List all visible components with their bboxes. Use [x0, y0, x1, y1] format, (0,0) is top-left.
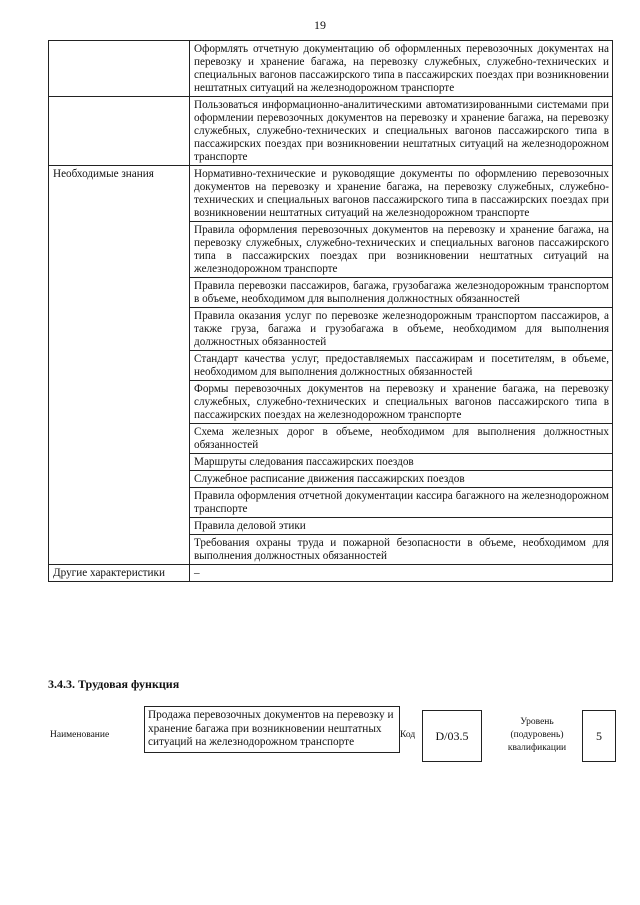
table-row	[49, 565, 613, 582]
qualification-level-value: 5	[582, 710, 616, 762]
knowledge-item: Стандарт качества услуг, предоставляемых пассажирам и посетителям, в объеме, необходимом для выполнения должностных обязанностей	[190, 351, 613, 381]
skill-item: Оформлять отчетную документацию об оформленных перевозочных документах на перевозку и хранение багажа, на перевозку служебных, служебно-технических и специальных вагонов пассажирского типа в пассажирских поездах при возникновении нештатных ситуаций на железнодорожном транспорте	[190, 41, 613, 97]
page-number: 19	[314, 18, 326, 32]
skill-item: Пользоваться информационно-аналитическими автоматизированными системами при оформлении перевозочных документов на перевозку и хранение багажа, на перевозку служебных, служебно-технических и специальных вагонов пассажирского типа в пассажирских поездах при возникновении нештатных ситуаций на железнодорожном транспорте	[190, 97, 613, 166]
knowledge-item: Правила оказания услуг по перевозке железнодорожным транспортом пассажиров, а также груза, багажа и грузобагажа в объеме, необходимом для выполнения должностных обязанностей	[190, 308, 613, 351]
knowledge-label: Необходимые знания	[49, 166, 190, 565]
knowledge-item: Маршруты следования пассажирских поездов	[190, 454, 613, 471]
knowledge-item: Правила деловой этики	[190, 518, 613, 535]
knowledge-item: Правила оформления перевозочных документов на перевозку и хранение багажа, на перевозку служебных, служебно-технических и специальных вагонов пассажирского типа в пассажирских поездах при возникновении нештатных ситуаций на железнодорожном транспорте	[190, 222, 613, 278]
knowledge-item: Правила перевозки пассажиров, багажа, грузобагажа железнодорожным транспортом в объеме, необходимом для выполнения должностных обязанностей	[190, 278, 613, 308]
code-value: D/03.5	[422, 710, 482, 762]
name-label: Наименование	[50, 730, 110, 740]
table-row	[49, 41, 613, 97]
other-characteristics-label: Другие характеристики	[49, 565, 190, 582]
section-heading: 3.4.3. Трудовая функция	[48, 677, 180, 691]
knowledge-item: Требования охраны труда и пожарной безопасности в объеме, необходимом для выполнения должностных обязанностей	[190, 535, 613, 565]
knowledge-item: Нормативно-технические и руководящие документы по оформлению перевозочных документов на перевозку и хранение багажа, на перевозку служебных, служебно-технических и специальных вагонов пассажирского типа в пассажирских поездах при возникновении нештатных ситуаций на железнодорожном транспорте	[190, 166, 613, 222]
knowledge-item: Правила оформления отчетной документации кассира багажного на железнодорожном транспорте	[190, 488, 613, 518]
table-row	[49, 166, 613, 222]
empty-label-cell	[49, 41, 190, 97]
function-name-box: Продажа перевозочных документов на перевозку и хранение багажа при возникновении нештатных ситуаций на железнодорожном транспорте	[144, 706, 400, 753]
other-characteristics-value: –	[190, 565, 613, 582]
table-row	[49, 97, 613, 166]
labor-function-header	[48, 702, 618, 772]
knowledge-item: Формы перевозочных документов на перевозку и хранение багажа, на перевозку служебных, служебно-технических и специальных вагонов пассажирского типа в пассажирских поездах на железнодорожном транспорте	[190, 381, 613, 424]
knowledge-item: Схема железных дорог в объеме, необходимом для выполнения должностных обязанностей	[190, 424, 613, 454]
empty-label-cell	[49, 97, 190, 166]
qualification-level-label: Уровень (подуровень) квалификации	[507, 717, 567, 753]
requirements-table	[48, 40, 613, 582]
knowledge-item: Служебное расписание движения пассажирских поездов	[190, 471, 613, 488]
code-label: Код	[400, 730, 416, 740]
